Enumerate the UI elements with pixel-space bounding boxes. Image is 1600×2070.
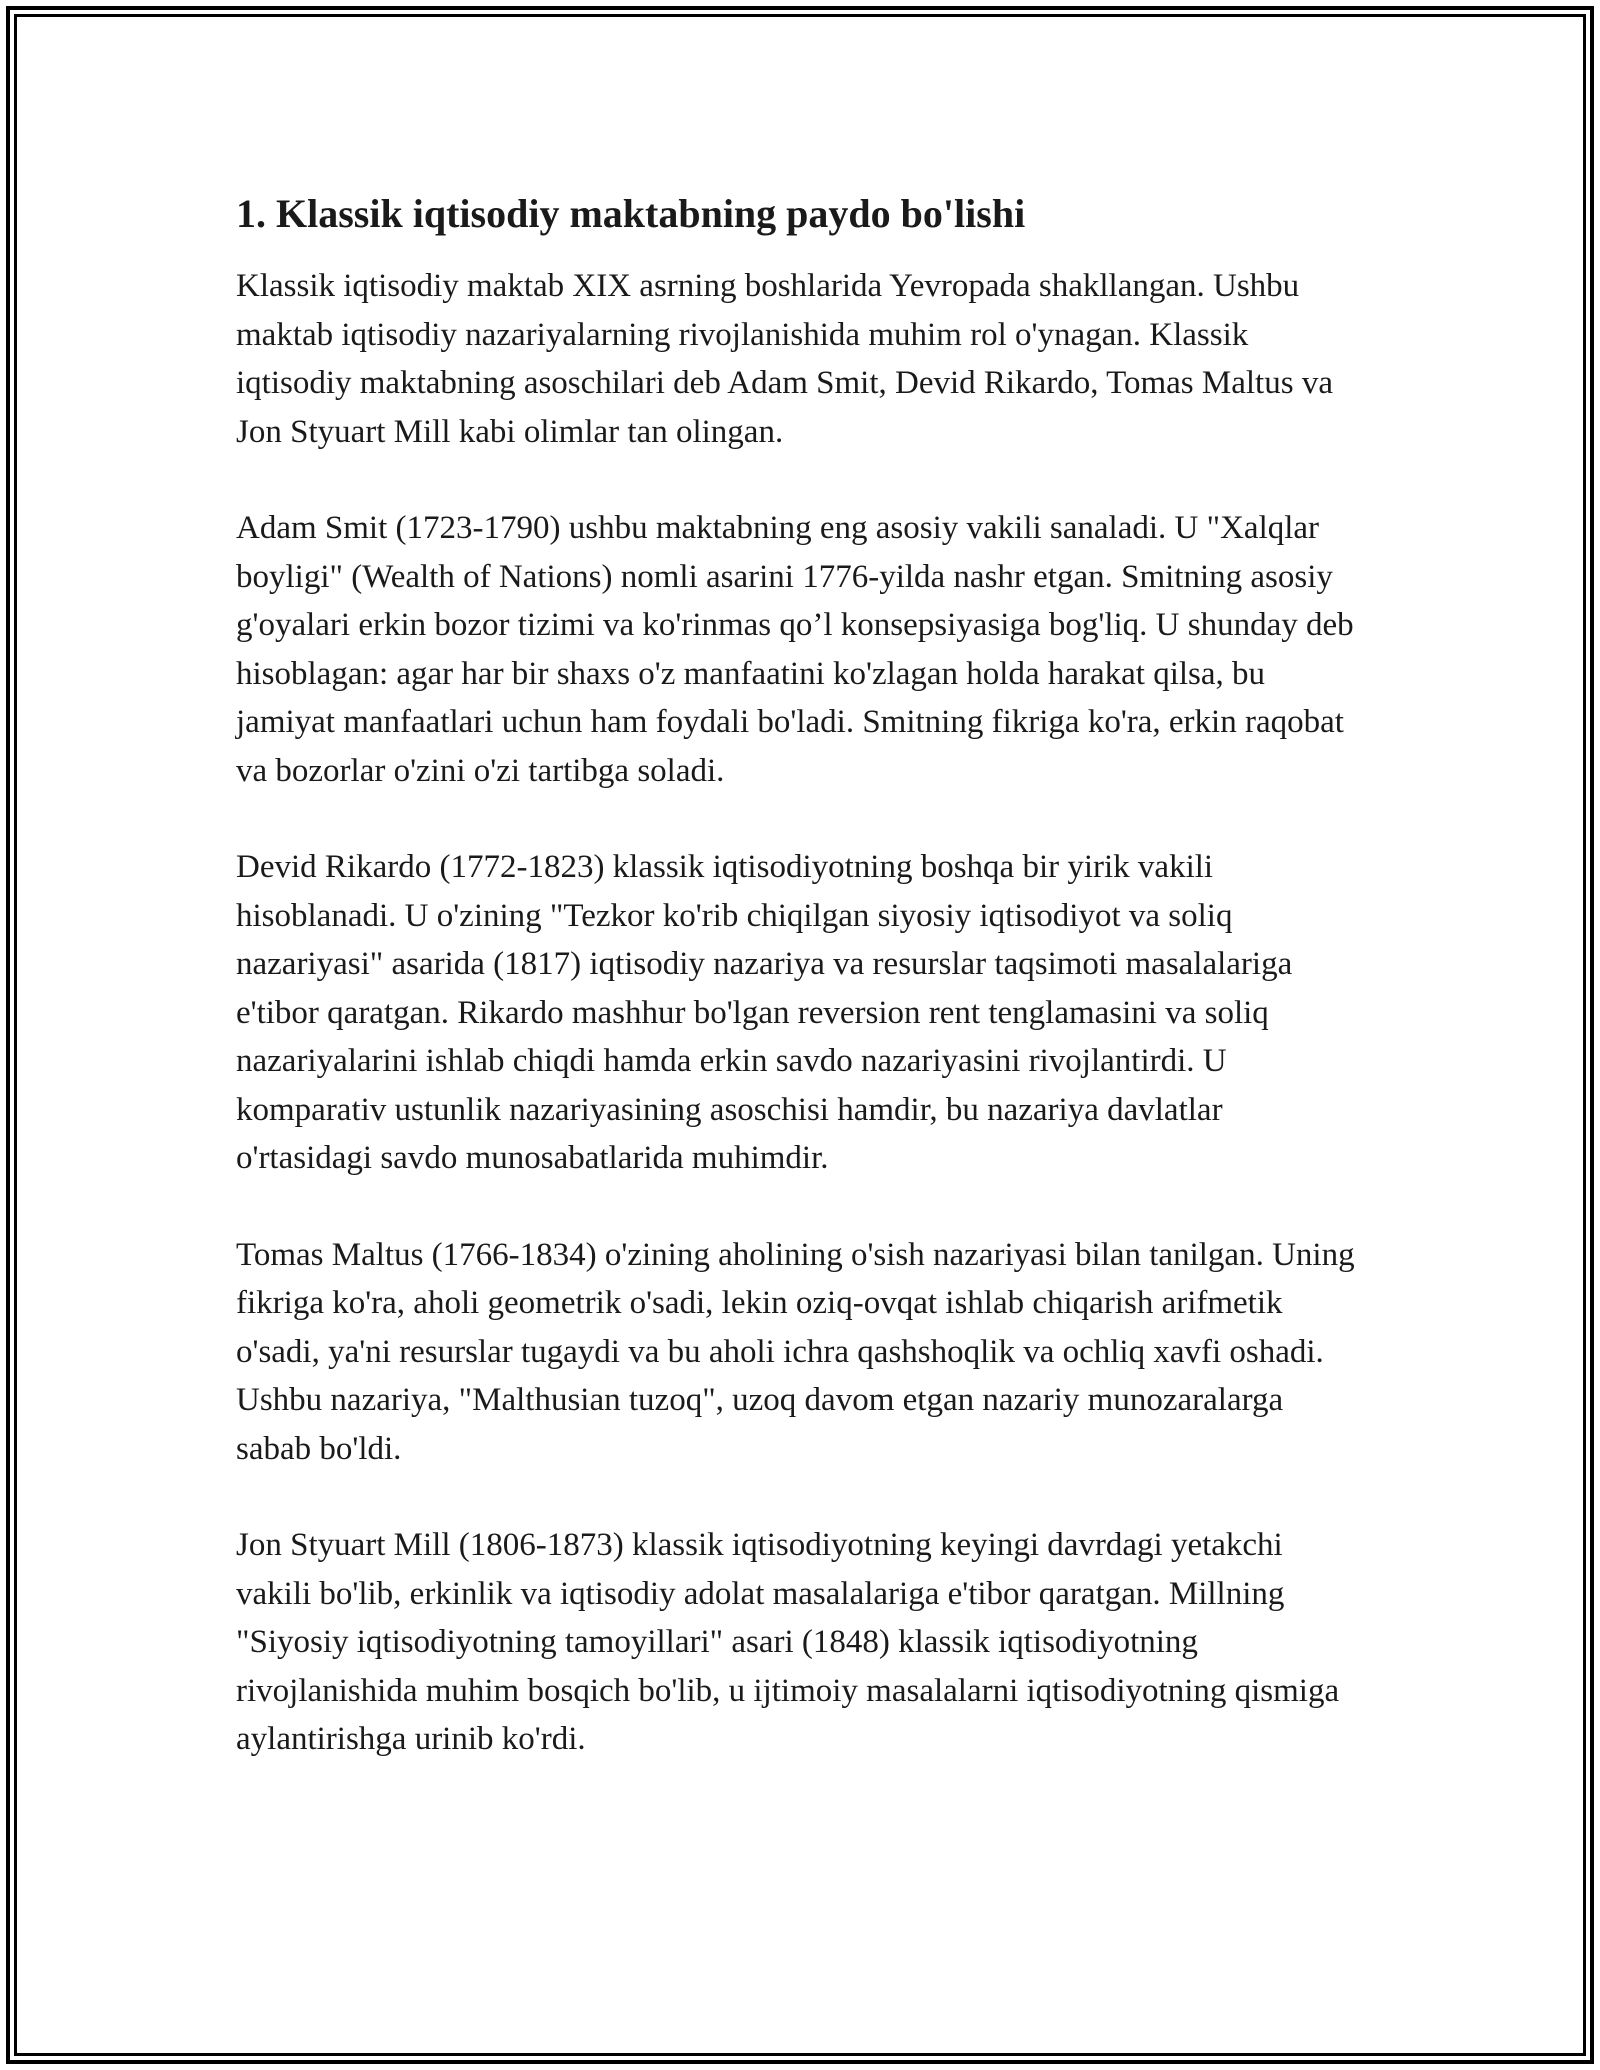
document-body (236, 186, 1366, 1812)
paragraph-tomas-maltus: Tomas Maltus (1766-1834) o'zining aholining o'sish nazariyasi bilan tanilgan. Uning fikriga ko'ra, aholi geometrik o'sadi, lekin oziq-ovqat ishlab chiqarish arifmetik o'sadi, ya'ni resurslar tugaydi va bu aholi ichra qashshoqlik va ochliq xavfi oshadi. Ushbu nazariya, "Malthusian tuzoq", uzoq davom etgan nazariy munozaralarga sabab bo'ldi. (236, 1236, 1355, 1467)
paragraph-jon-styuart-mill: Jon Styuart Mill (1806-1873) klassik iqtisodiyotning keyingi davrdagi yetakchi vakili bo'lib, erkinlik va iqtisodiy adolat masalalariga e'tibor qaratgan. Millning "Siyosiy iqtisodiyotning tamoyillari" asari (1848) klassik iqtisodiyotning rivojlanishida muhim bosqich bo'lib, u ijtimoiy masalalarni iqtisodiyotning qismiga aylantirishga urinib ko'rdi. (236, 1527, 1340, 1757)
paragraph-devid-rikardo: Devid Rikardo (1772-1823) klassik iqtisodiyotning boshqa bir yirik vakili hisoblanadi. U o'zining "Tezkor ko'rib chiqilgan siyosiy iqtisodiyot va soliq nazariyasi" asarida (1817) iqtisodiy nazariya va resurslar taqsimoti masalalariga e'tibor qaratgan. Rikardo mashhur bo'lgan reversion rent tenglamasini va soliq nazariyalarini ishlab chiqdi hamda erkin savdo nazariyasini rivojlantirdi. U komparativ ustunlik nazariyasining asoschisi hamdir, bu nazariya davlatlar o'rtasidagi savdo munosabatlarida muhimdir. (236, 849, 1293, 1176)
paragraph-intro: Klassik iqtisodiy maktab XIX asrning boshlarida Yevropada shakllangan. Ushbu maktab iqtisodiy nazariyalarning rivojlanishida muhim rol o'ynagan. Klassik iqtisodiy maktabning asoschilari deb Adam Smit, Devid Rikardo, Tomas Maltus va Jon Styuart Mill kabi olimlar tan olingan. (236, 268, 1333, 450)
section-heading: 1. Klassik iqtisodiy maktabning paydo bo'lishi (236, 191, 1026, 236)
paragraph-adam-smit: Adam Smit (1723-1790) ushbu maktabning eng asosiy vakili sanaladi. U "Xalqlar boyligi" (Wealth of Nations) nomli asarini 1776-yilda nashr etgan. Smitning asosiy g'oyalari erkin bozor tizimi va ko'rinmas qo’l konsepsiyasiga bog'liq. U shunday deb hisoblagan: agar har bir shaxs o'z manfaatini ko'zlagan holda harakat qilsa, bu jamiyat manfaatlari uchun ham foydali bo'ladi. Smitning fikriga ko'ra, erkin raqobat va bozorlar o'zini o'zi tartibga soladi. (236, 510, 1354, 789)
